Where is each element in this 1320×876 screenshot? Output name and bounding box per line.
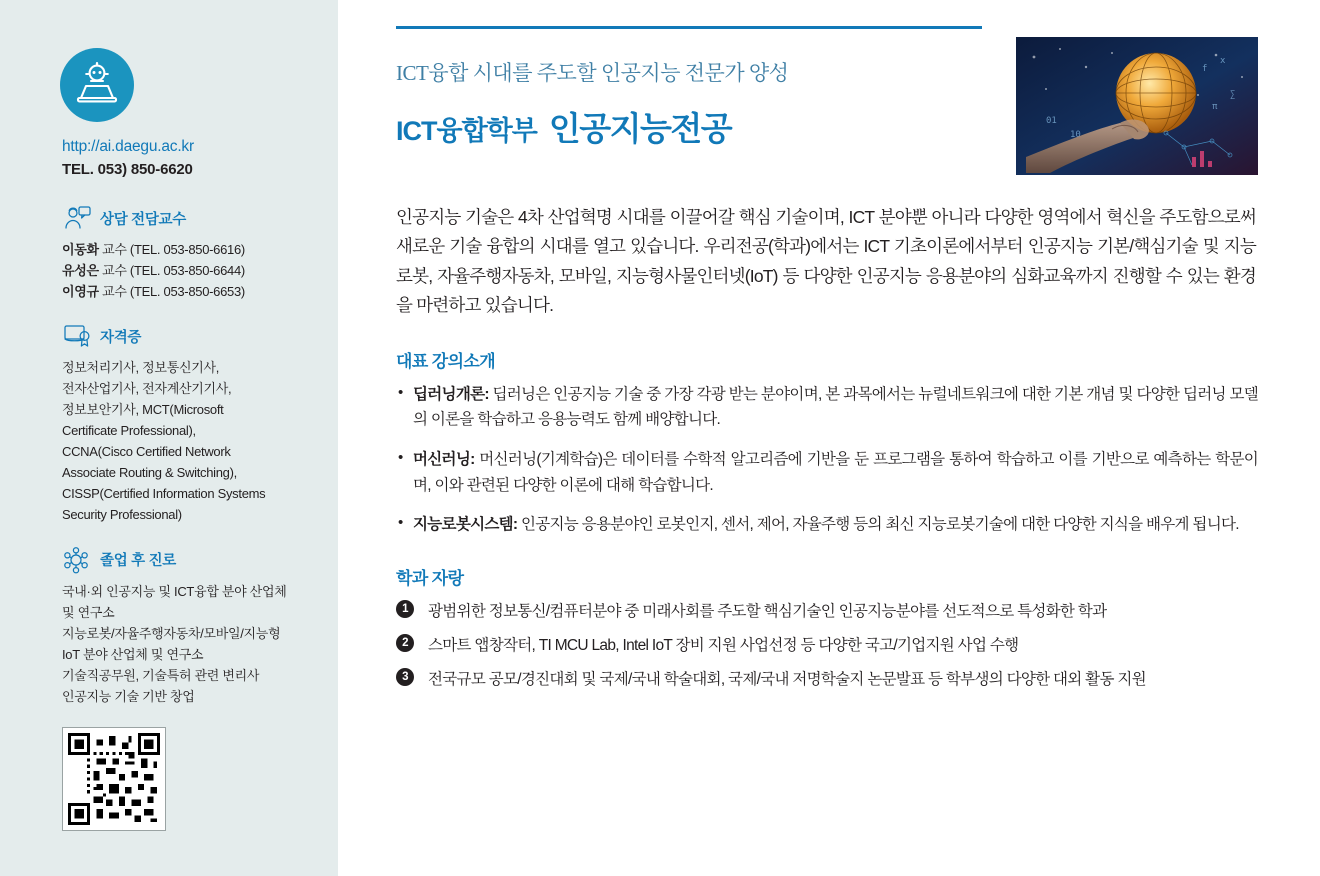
courses-list [396,382,1258,539]
header-divider [396,26,982,29]
advisor-list [62,239,310,302]
list-item: 기술직공무원, 기술특허 관련 변리사 [62,667,260,683]
list-item [396,512,1258,538]
hero [396,51,1258,175]
website-url[interactable]: http://ai.daegu.ac.kr [62,138,194,155]
list-item: Certificate Professional), [62,423,196,439]
list-number: 1 [396,600,414,618]
course-name: 지능로봇시스템: [413,516,518,534]
list-item: 지능로봇/자율주행자동차/모바일/지능형 [62,625,281,641]
courses-heading: 대표 강의소개 [396,351,496,371]
page-title: 인공지능전공 [548,110,732,147]
list-item: 전자산업기사, 전자계산기기사, [62,381,232,397]
list-number: 3 [396,668,414,686]
list-item [396,382,1258,433]
svg-text:01: 01 [1046,116,1057,126]
list-item [396,447,1258,498]
kicker-text: ICT융합 시대를 주도할 인공지능 전문가 양성 [396,61,789,85]
pride-text: 전국규모 공모/경진대회 및 국제/국내 학술대회, 국제/국내 저명학술지 논문발표 등 학부생의 다양한 대외 활동 지원 [428,671,1146,689]
svg-text:∑: ∑ [1230,90,1236,100]
professor-name: 이영규 [62,284,99,300]
list-item [396,667,1258,692]
list-item: CCNA(Cisco Certified Network [62,444,231,460]
list-number: 2 [396,634,414,652]
advisor-professor-icon [62,204,92,232]
list-item: 정보처리기사, 정보통신기사, [62,360,220,376]
professor-contact: 교수 (TEL. 053-850-6644) [98,263,245,279]
list-item: CISSP(Certified Information Systems [62,486,266,502]
graduation-career-icon [62,546,92,574]
section-certificates [62,322,310,525]
main-content [338,0,1320,876]
list-item: IoT 분야 산업체 및 연구소 [62,646,204,662]
pride-heading: 학과 자랑 [396,569,464,589]
course-name: 딥러닝개론: [413,385,489,403]
department-name: ICT융합학부 [396,116,537,146]
ai-sphere-hand-photo [1016,37,1258,175]
career-list [62,581,310,707]
list-item [396,599,1258,624]
certificate-icon [62,322,92,350]
robot-laptop-icon [60,48,134,122]
list-item: 및 연구소 [62,604,115,620]
section-title: 자격증 [100,329,142,346]
list-item [396,633,1258,658]
section-title: 상담 전담교수 [100,211,186,228]
professor-name: 이동화 [62,242,99,257]
pride-text: 광범위한 정보통신/컴퓨터분야 중 미래사회를 주도할 핵심기술인 인공지능분야를 선도적으로 특성화한 학과 [428,603,1107,621]
svg-text:π: π [1212,102,1218,112]
list-item: 정보보안기사, MCT(Microsoft [62,402,224,418]
professor-contact: 교수 (TEL. 053-850-6616) [98,242,245,257]
pride-list [396,599,1258,692]
course-desc: 딥러닝은 인공지능 기술 중 가장 각광 받는 분야이며, 본 과목에서는 뉴럴네트워크에 대한 기본 개념 및 다양한 딥러닝 모델의 이론을 학습하고 응용능력도 함께 배양합니다. [413,385,1258,429]
title-row [396,103,788,150]
sidebar [0,0,338,876]
intro-paragraph: 인공지능 기술은 4차 산업혁명 시대를 이끌어갈 핵심 기술이며, ICT 분야뿐 아니라 다양한 영역에서 혁신을 주도함으로써 새로운 기술 융합의 시대를 열고 있습니다. 우리전공(학과)에서는 ICT 기초이론에서부터 인공지능 기본/핵심기술 및 지능로봇, 자율주행자동차, 모바일, 지능형사물인터넷(IoT) 등 다양한 인공지능 응용분야의 심화교육까지 진행할 수 있는 환경을 마련하고 있습니다. [396,207,1256,316]
course-desc: 인공지능 응용분야인 로봇인지, 센서, 제어, 자율주행 등의 최신 지능로봇기술에 대한 다양한 지식을 배우게 됩니다. [517,516,1239,534]
course-desc: 머신러닝(기계학습)은 데이터를 수학적 알고리즘에 기반을 둔 프로그램을 통하여 학습하고 이를 기반으로 예측하는 학문이며, 이와 관련된 다양한 이론에 대해 학습합니다. [413,451,1258,494]
svg-text:x: x [1220,56,1226,66]
qr-code[interactable] [62,727,166,831]
svg-text:f: f [1202,64,1208,74]
professor-contact: 교수 (TEL. 053-850-6653) [98,284,245,300]
list-item: 인공지능 기술 기반 창업 [62,688,195,704]
pride-text: 스마트 앱창작터, TI MCU Lab, Intel IoT 장비 지원 사업선정 등 다양한 국고/기업지원 사업 수행 [428,637,1019,655]
section-career-paths [62,546,310,707]
section-title: 졸업 후 진로 [100,553,176,570]
hero-text [396,51,788,150]
certificate-list [62,357,310,525]
professor-name: 유성은 [62,263,99,279]
telephone: TEL. 053) 850-6620 [62,161,193,178]
course-name: 머신러닝: [413,451,475,468]
section-advisor-professors [62,204,310,302]
list-item: Associate Routing & Switching), [62,465,237,481]
list-item: Security Professional) [62,507,182,523]
svg-text:10: 10 [1070,130,1081,140]
list-item: 국내·외 인공지능 및 ICT융합 분야 산업체 [62,583,287,599]
